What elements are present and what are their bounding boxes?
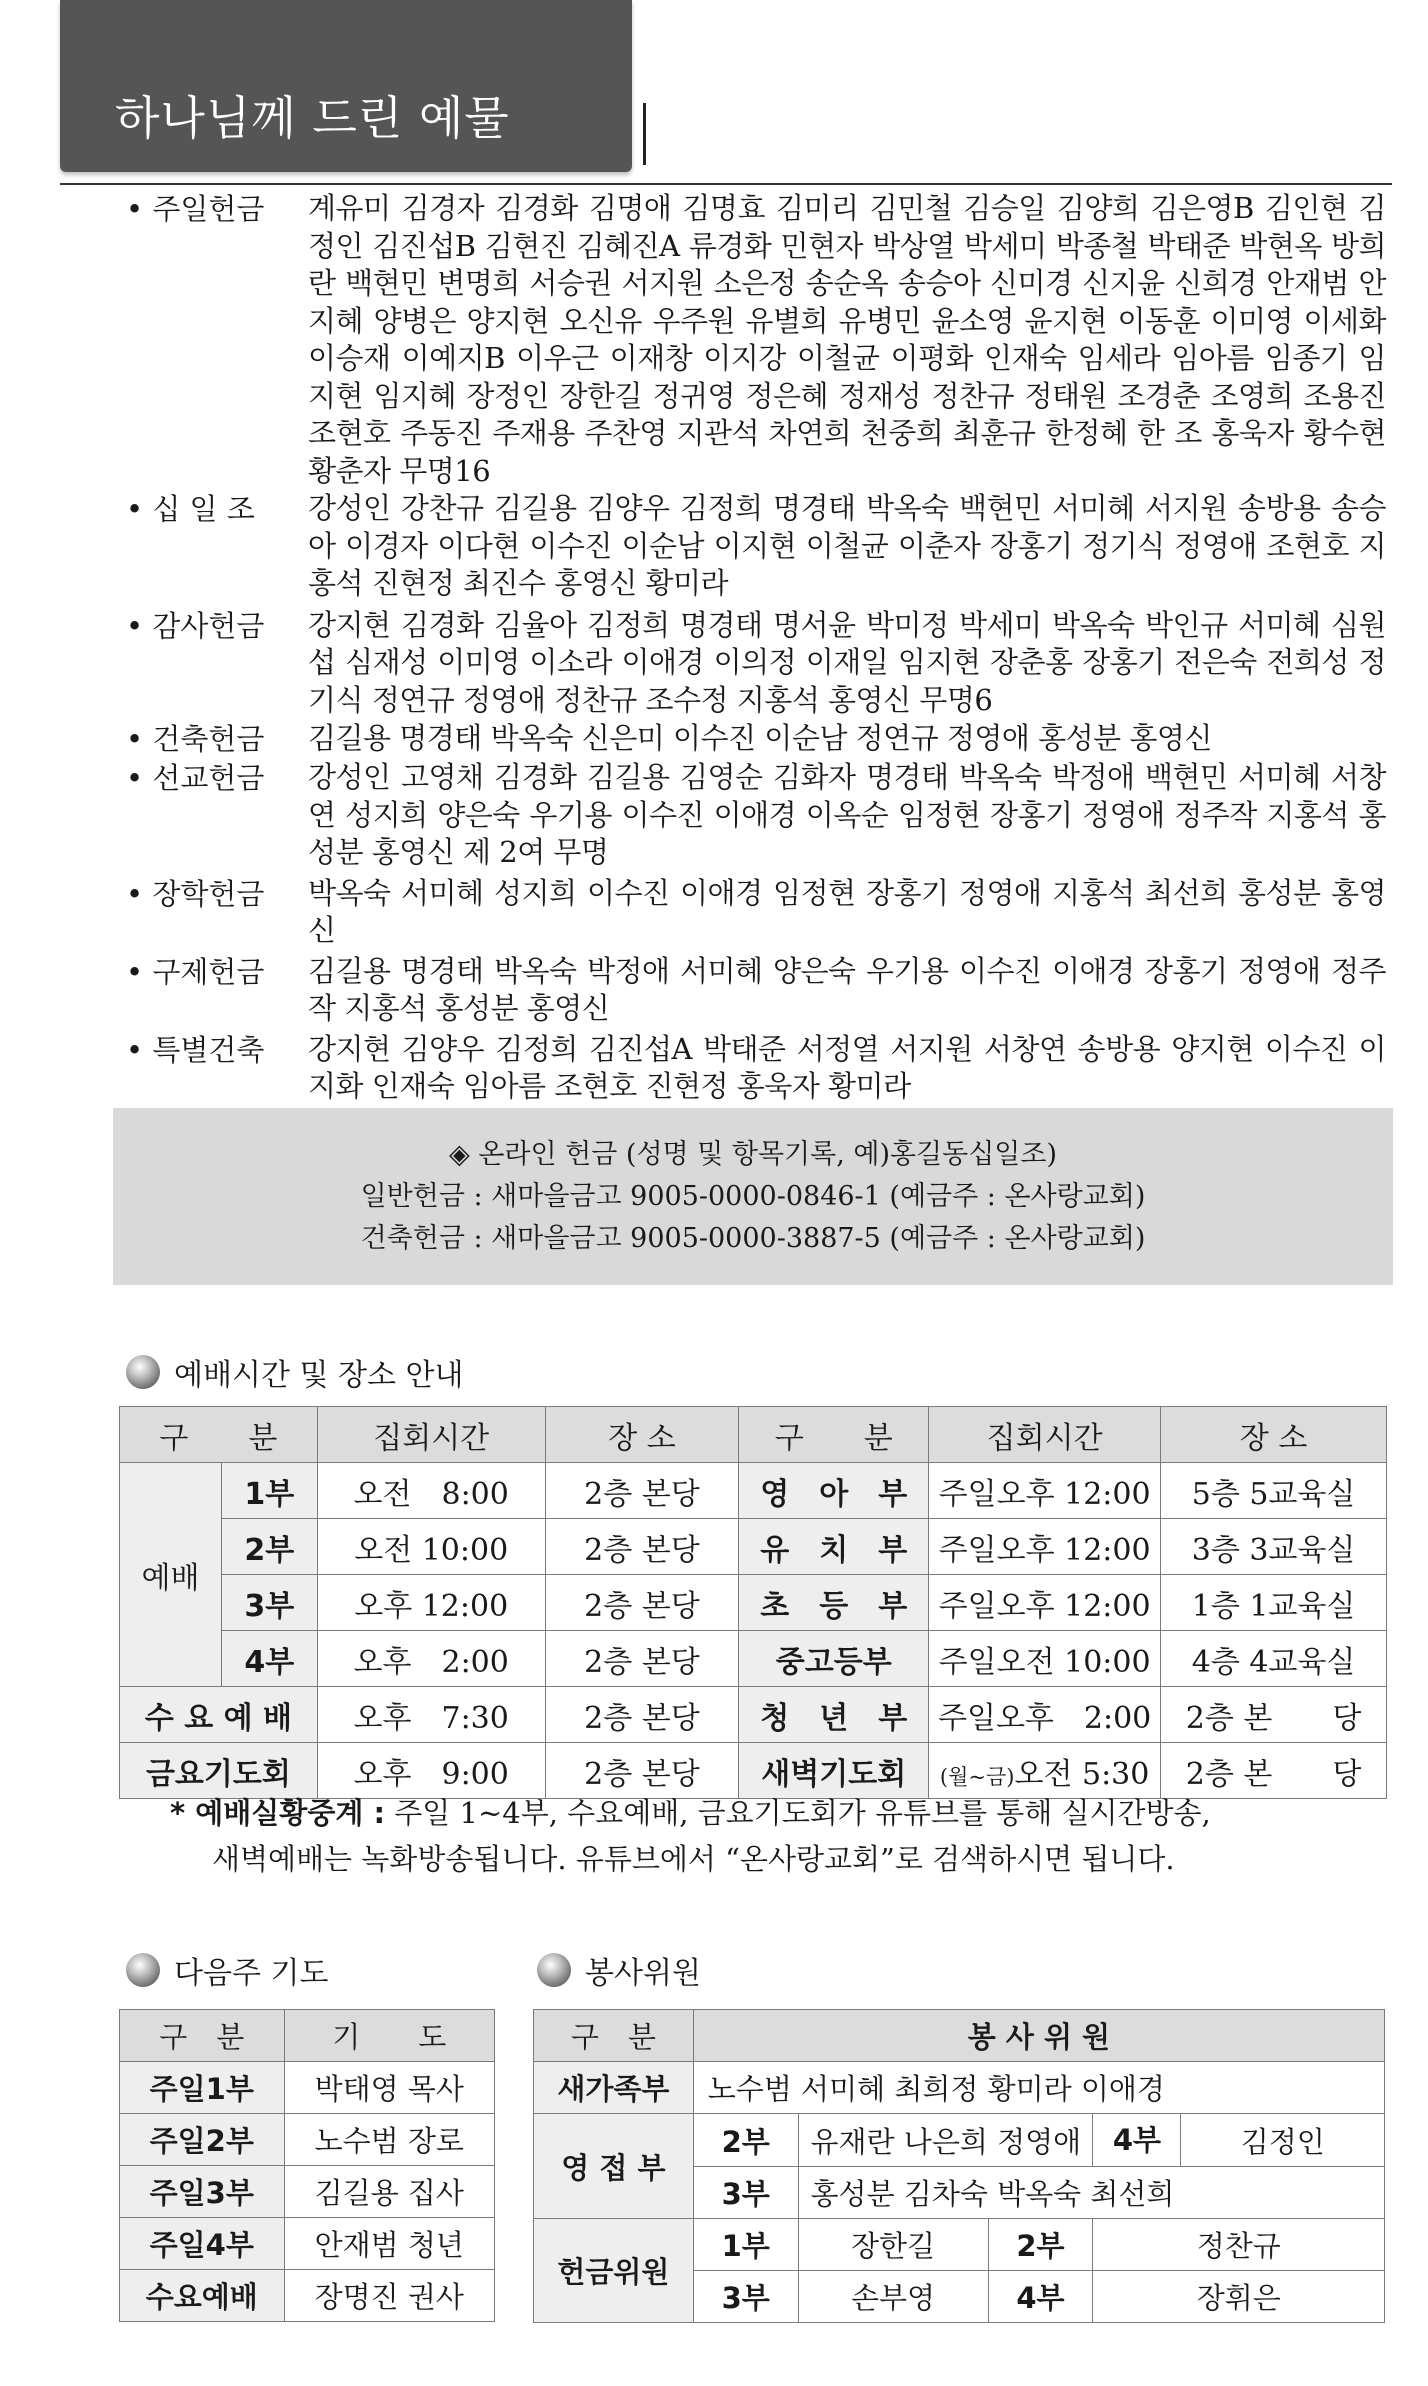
department-name: 중고등부 [739,1631,929,1687]
service-time: 오후 9:00 [317,1743,545,1799]
department-place: 4층 4교육실 [1161,1631,1387,1687]
header-category: 구 분 [120,2010,285,2062]
offering-label: • 장학헌금 [126,876,265,911]
department-time: 주일오후 12:00 [929,1519,1161,1575]
table-row [120,1575,1387,1631]
service-heading-text: 봉사위원 [585,1956,701,1991]
offering-label: • 주일헌금 [126,192,265,226]
bullet-icon [126,1953,160,1987]
prayer-service: 수요예배 [120,2270,285,2322]
service-time: 오후 12:00 [317,1575,545,1631]
table-row [534,2062,1385,2114]
service-place: 2층 본당 [545,1687,739,1743]
newfamily-names: 노수범 서미혜 최희정 황미라 이애경 [693,2062,1384,2114]
offering-names: 강지현 김경화 김율아 김정희 명경태 명서윤 박미정 박세미 박옥숙 박인규 서미혜 심원섭 심재성 이미영 이소라 이애경 이의정 이재일 임지현 장춘홍 장홍기 전은숙 전희성 정기식 정연규 정영애 정찬규 조수정 지홍석 홍영신 무명6 [308,607,1386,717]
prayer-heading-text: 다음주 기도 [174,1956,329,1991]
service-time: 오후 2:00 [317,1631,545,1687]
reception-names: 유재란 나은희 정영애 [798,2114,1093,2167]
title-divider [643,103,646,165]
prayer-table [119,2009,495,2322]
bullet-icon [537,1953,571,1987]
offering-part: 3부 [693,2271,798,2323]
prayer-person: 노수범 장로 [284,2114,494,2166]
service-place: 2층 본당 [545,1631,739,1687]
offering-member: 장한길 [798,2219,988,2271]
prayer-service: 주일2부 [120,2114,285,2166]
offering-row [126,759,1386,872]
offering-member: 정찬규 [1093,2219,1385,2271]
table-row [120,1463,1387,1519]
department-name: 청 년 부 [739,1687,929,1743]
table-row [120,1631,1387,1687]
table-row [534,2219,1385,2271]
offering-label: • 특별건축 [126,1032,265,1067]
offering-label: • 십 일 조 [126,492,255,526]
offering-member: 손부영 [798,2271,988,2323]
service-time: 오전 10:00 [317,1519,545,1575]
department-time: 주일오후 12:00 [929,1463,1161,1519]
weekday-range: (월~금) [939,1764,1015,1789]
reception-part: 3부 [693,2167,798,2219]
table-row [120,2166,495,2218]
header-prayer: 기 도 [284,2010,494,2062]
table-row [120,2062,495,2114]
service-time: 오후 7:30 [317,1687,545,1743]
service-heading [537,1948,701,1992]
offering-names: 계유미 김경자 김경화 김명애 김명효 김미리 김민철 김승일 김양희 김은영B 김인현 김정인 김진섭B 김현진 김혜진A 류경화 민현자 박상열 박세미 박종철 박태준 박현옥 방희란 백현민 변명희 서승권 서지원 소은정 송순옥 송승아 신미경 신지윤 신희경 안재범 안지혜 양병은 양지현 오신유 우주원 유별희 유병민 윤소영 윤지현 이동훈 이미영 이세화 이승재 이예지B 이우근 이재창 이지강 이철균 이평화 인재숙 임세라 임아름 임종기 임지현 임지혜 장정인 장한길 정귀영 정은혜 정재성 정찬규 정태원 조경춘 조영희 조용진 조현호 주동진 주재용 주찬영 지관석 차연희 천중희 최훈규 한정혜 한 조 홍욱자 황수현 황춘자 무명16 [308,191,1386,488]
broadcast-note [170,1790,1211,1882]
table-header-row [534,2010,1385,2062]
offering-part: 4부 [988,2271,1093,2323]
offering-row [126,190,1386,490]
offering-row [126,720,1386,758]
service-table [533,2009,1385,2323]
reception-part: 4부 [1093,2114,1181,2166]
department-place: 2층 본 당 [1161,1743,1387,1799]
reception-label: 영 접 부 [534,2114,694,2219]
service-name: 수 요 예 배 [120,1687,318,1743]
dawn-time: 오전 5:30 [1014,1756,1150,1792]
general-offering-account: 일반헌금 : 새마을금고 9005-0000-0846-1 (예금주 : 온사랑교회) [360,1181,1146,1212]
online-offering-title: ◈ 온라인 헌금 (성명 및 항목기록, 예)홍길동십일조) [449,1139,1057,1170]
header-place: 장 소 [545,1407,739,1463]
department-name: 초 등 부 [739,1575,929,1631]
department-name: 유 치 부 [739,1519,929,1575]
offering-row [126,1031,1386,1106]
online-offering-box [113,1108,1393,1285]
prayer-person: 박태영 목사 [284,2062,494,2114]
prayer-service: 주일4부 [120,2218,285,2270]
building-offering-account: 건축헌금 : 새마을금고 9005-0000-3887-5 (예금주 : 온사랑교회) [360,1223,1146,1254]
page-title: 하나님께 드린 예물 [115,91,510,145]
offering-committee-label: 헌금위원 [534,2219,694,2323]
offering-list [126,190,1386,1106]
reception-names: 김정인 [1240,2124,1325,2159]
prayer-person: 안재범 청년 [284,2218,494,2270]
department-place: 1층 1교육실 [1161,1575,1387,1631]
offering-member: 장휘은 [1093,2271,1385,2323]
header-time: 집회시간 [929,1407,1161,1463]
offering-label: • 구제헌금 [126,954,265,989]
title-rule [60,183,1392,185]
service-place: 2층 본당 [545,1463,739,1519]
offering-row [126,607,1386,720]
offering-row [126,875,1386,950]
table-row [120,1519,1387,1575]
offering-names: 강성인 고영채 김경화 김길용 김영순 김화자 명경태 박옥숙 박정애 백현민 서미혜 서창연 성지희 양은숙 우기용 이수진 이애경 이옥순 임정현 장홍기 정영애 정주작 지홍석 홍성분 홍영신 제 2여 무명 [308,760,1386,869]
reception-part: 2부 [693,2114,798,2167]
offering-part: 1부 [693,2219,798,2271]
table-header-row [120,2010,495,2062]
service-place: 2층 본당 [545,1743,739,1799]
table-header-row [120,1407,1387,1463]
note-line [170,1790,1211,1836]
offering-part: 2부 [988,2219,1093,2271]
table-row [120,2270,495,2322]
note-line: 새벽예배는 녹화방송됩니다. 유튜브에서 “온사랑교회”로 검색하시면 됩니다. [212,1842,1175,1876]
newfamily-label: 새가족부 [534,2062,694,2114]
department-time: 주일오후 12:00 [929,1575,1161,1631]
service-time: 오전 8:00 [317,1463,545,1519]
table-row [120,1687,1387,1743]
service-place: 2층 본당 [545,1575,739,1631]
offering-names: 강성인 강찬규 김길용 김양우 김정희 명경태 박옥숙 백현민 서미혜 서지원 송방용 송승아 이경자 이다현 이수진 이순남 이지현 이철균 이춘자 장홍기 정기식 정영애 조현호 지홍석 진현정 최진수 홍영신 황미라 [308,491,1386,600]
worship-label: 예배 [120,1463,222,1687]
prayer-heading [126,1948,328,1992]
reception-names: 홍성분 김차숙 박옥숙 최선희 [798,2167,1384,2219]
prayer-service: 주일1부 [120,2062,285,2114]
service-part: 4부 [221,1631,317,1687]
header-time: 집회시간 [317,1407,545,1463]
offering-label: • 건축헌금 [126,722,265,756]
service-part: 3부 [221,1575,317,1631]
offering-names: 김길용 명경태 박옥숙 신은미 이수진 이순남 정연규 정영애 홍성분 홍영신 [308,721,1212,755]
schedule-heading-text: 예배시간 및 장소 안내 [174,1358,464,1393]
offering-names: 박옥숙 서미혜 성지희 이수진 이애경 임정현 장홍기 정영애 지홍석 최선희 홍성분 홍영신 [308,875,1386,947]
header-category: 구 분 [739,1407,929,1463]
offering-label: • 선교헌금 [126,761,265,795]
service-name: 금요기도회 [120,1743,318,1799]
service-place: 2층 본당 [545,1519,739,1575]
schedule-table [119,1406,1387,1799]
reception-part4-cell [1093,2114,1385,2167]
offering-row [126,490,1386,603]
note-label: * 예배실황중계 : [170,1796,386,1830]
table-row [120,2218,495,2270]
header-category: 구 분 [120,1407,318,1463]
table-row [120,2114,495,2166]
department-time: 주일오전 10:00 [929,1631,1161,1687]
department-place: 5층 5교육실 [1161,1463,1387,1519]
service-part: 1부 [221,1463,317,1519]
bullet-icon [126,1355,160,1389]
department-time: 주일오후 2:00 [929,1687,1161,1743]
department-name: 새벽기도회 [739,1743,929,1799]
header-category: 구 분 [534,2010,694,2062]
offering-names: 김길용 명경태 박옥숙 박정애 서미혜 양은숙 우기용 이수진 이애경 장홍기 정영애 정주작 지홍석 홍성분 홍영신 [308,953,1386,1025]
service-part: 2부 [221,1519,317,1575]
table-row [534,2114,1385,2167]
offering-row [126,953,1386,1028]
prayer-person: 김길용 집사 [284,2166,494,2218]
note-text: 주일 1~4부, 수요예배, 금요기도회가 유튜브를 통해 실시간방송, [385,1796,1211,1830]
department-name: 영 아 부 [739,1463,929,1519]
department-place: 3층 3교육실 [1161,1519,1387,1575]
header-committee: 봉 사 위 원 [693,2010,1384,2062]
offering-names: 강지현 김양우 김정희 김진섭A 박태준 서정열 서지원 서창연 송방용 양지현 이수진 이지화 인재숙 임아름 조현호 진현정 홍욱자 황미라 [308,1031,1386,1103]
offering-label: • 감사헌금 [126,608,265,643]
header-place: 장 소 [1161,1407,1387,1463]
department-place: 2층 본 당 [1161,1687,1387,1743]
schedule-heading [126,1350,463,1394]
prayer-service: 주일3부 [120,2166,285,2218]
prayer-person: 장명진 권사 [284,2270,494,2322]
